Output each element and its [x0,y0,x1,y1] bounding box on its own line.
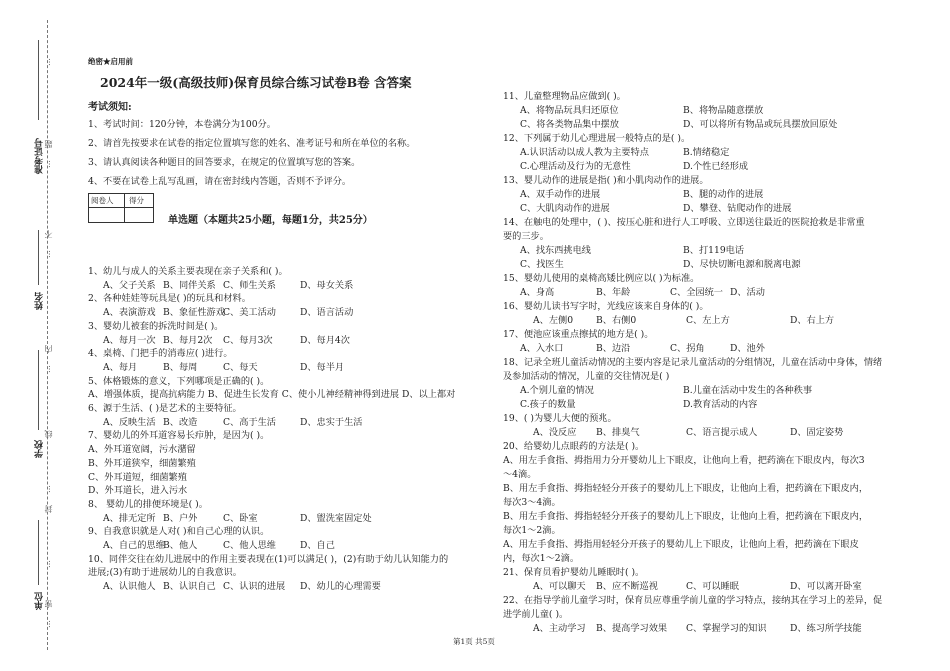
side-label-zhunkao: 准考证号 [35,138,45,174]
answer-option: B、打119电话 [683,245,745,256]
question-text: 每次1～2滴。 [503,525,561,536]
question-text: 10、同伴交往在幼儿进展中的作用主要表现在(1)可以满足( )，(2)有助于幼儿认知能力的 [88,553,449,565]
question-text: 20、给婴幼儿点眼药的方法是( )。 [503,441,645,452]
binding-mark: … [43,250,52,258]
answer-option: D、攀登、钻爬动作的进展 [683,203,792,214]
answer-option: B、同伴关系 [163,279,216,291]
binding-mark: 不 [44,230,53,238]
answer-option: D、可以离开卧室 [790,581,862,592]
answer-option: A、身高 [520,287,555,298]
question-text: 5、体格锻炼的意义，下列哪项是正确的( )。 [88,375,270,387]
answer-option: D.教育活动的内容 [683,399,758,410]
question-text: 16、婴幼儿读书写字时，光线应该来自身体的( )。 [503,301,709,312]
answer-option: B、应不断巡视 [596,581,658,592]
notice-item: 4、不要在试卷上乱写乱画，请在密封线内答题，否则不予评分。 [88,176,352,187]
binding-mark: … [43,485,52,493]
answer-option: A、父子关系 [103,279,156,291]
notice-item: 1、考试时间：120分钟，本卷满分为100分。 [88,119,276,130]
answer-option: B、户外 [163,512,198,524]
notice-heading: 考试须知: [88,102,132,113]
question-text: 15、婴幼儿使用的桌椅高矮比例应以( )为标准。 [503,273,700,284]
answer-option: D、自己 [300,540,335,551]
answer-option: D、幼儿的心理需要 [300,581,381,593]
zhunkao-blank-line [38,40,39,120]
answer-option: A、排无定所 [103,512,156,524]
answer-option: B.儿童在活动中发生的各种秩事 [683,385,813,396]
binding-mark: 线 [44,430,53,438]
answer-option: C、高于生活 [223,416,276,428]
question-text: 9、自我意识就是人对( )和自己心理的认识。 [88,526,270,538]
question-text: ～4滴。 [503,469,537,480]
answer-option: D、盥洗室固定处 [300,512,372,524]
question-text: 及参加活动的情况，儿童的交往情况是( ) [503,371,670,382]
binding-dashed-line [47,20,48,650]
score-table-score: 得分 [129,196,144,205]
question-text: 19、( )为婴儿大便的预兆。 [503,413,617,424]
answer-option: B、每周 [163,361,198,373]
answer-option: B、他人 [163,540,198,551]
question-text: 3、婴幼儿被套的拆洗时间是( )。 [88,320,224,332]
answer-option: A、每月一次 [103,334,156,346]
answer-option: B、排臭气 [596,427,640,438]
answer-option: A、认识他人 [103,581,156,593]
answer-option: C、语言提示成人 [686,427,758,438]
question-text: 7、婴幼儿的外耳道容易长疖肿，是因为( )。 [88,430,270,442]
answer-option: D、每月4次 [300,334,350,346]
answer-option: A、可以聊天 [533,581,586,592]
question-text: 14、在触电的处理中，( )、按压心脏和进行人工呼吸、立即送往最近的医院抢救是非常重 [503,217,865,228]
answer-option: B、将物品随意摆放 [683,105,764,116]
answer-option: D、尽快切断电源和脱离电源 [683,259,801,270]
answer-option: A、表演游戏 [103,307,156,319]
answer-option: C、美工活动 [223,307,276,319]
answer-option: B、腿的动作的进展 [683,189,764,200]
answer-option: B、认识自己 [163,581,216,593]
question-text: 8、 婴幼儿的排便环境是( )。 [88,498,208,510]
answer-option: A、左侧0 [533,315,574,326]
answer-option: A、自己的思维 [103,540,165,551]
answer-option: C、全园统一 [670,287,723,298]
answer-option: C、卧室 [223,512,258,524]
answer-option: D、右上方 [790,315,835,326]
answer-option: A、入水口 [520,343,564,354]
secret-label: 绝密★启用前 [88,57,133,66]
binding-mark: … [43,58,52,66]
answer-option: D、活动 [730,287,765,298]
side-label-school: 学校 [35,440,45,458]
binding-mark: … [43,560,52,568]
binding-mark: … [43,365,52,373]
question-text: A、用左手食指、拇指用力分开婴幼儿上下眼皮，让他向上看，把药滴在下眼皮内，每次3 [503,455,865,466]
answer-option: B、提高学习效果 [596,623,668,634]
answer-option: A.认识活动以成人教为主要特点 [520,147,649,158]
answer-option: B、年龄 [596,287,631,298]
answer-option: C、他人思维 [223,540,276,551]
answer-option: D、可以将所有物品或玩具摆放回原处 [683,119,838,130]
answer-option: C、拐角 [670,343,705,354]
question-text: 17、便池应该重点擦拭的地方是( )。 [503,329,654,340]
answer-option: D、母女关系 [300,279,354,291]
question-text: 2、各种娃娃等玩具是( )的玩具和材料。 [88,293,251,305]
answer-option: B、改造 [163,416,198,428]
answer-option: A、每月 [103,361,138,373]
answer-option: C.孩子的数量 [520,399,576,410]
answer-option: B.情绪稳定 [683,147,730,158]
question-text: 18、记录全班儿童活动情况的主要内容是记录儿童活动的分组情况，儿童在活动中身体，情绪 [503,357,883,368]
answer-option: C、将各类物品集中摆放 [520,119,619,130]
binding-mark: … [43,620,52,628]
answer-option: A、找东西挑电线 [520,245,591,256]
notice-item: 2、请首先按要求在试卷的指定位置填写您的姓名、准考证号和所在单位的名称。 [88,138,416,149]
question-text: D、外耳道长，进入污水 [88,485,188,497]
question-text: A、用左手食指、拇指用轻轻分开孩子的婴幼儿上下眼皮，让他向上看，把药滴在下眼皮 [503,539,859,550]
answer-option: C、找医生 [520,259,564,270]
answer-option: D、固定姿势 [790,427,844,438]
notice-item: 3、请认真阅读各种题目的回答要求，在规定的位置填写您的答案。 [88,157,361,168]
question-text: 进学前儿童( )。 [503,609,569,620]
question-text: 13、婴儿动作的进展是指( )和小肌肉动作的进展。 [503,175,709,186]
question-text: C、外耳道短，细菌繁殖 [88,471,187,483]
answer-option: B、象征性游戏 [163,307,225,319]
answer-option: C、每月3次 [223,334,273,346]
answer-option: D.个性已经形成 [683,161,749,172]
answer-option: C、师生关系 [223,279,276,291]
answer-option: C、左上方 [686,315,730,326]
answer-option: A.个别儿童的情况 [520,385,594,396]
answer-option: D、语言活动 [300,307,354,319]
question-text: 12、下列属于幼儿心理进展一般特点的是( )。 [503,133,691,144]
binding-mark: 密 [44,600,53,608]
question-text: A、增强体质，提高抗病能力 B、促进生长发育 C、使小儿神经精神得到进展 D、以上都对 [88,389,456,401]
question-text: B、外耳道狭窄，细菌繁殖 [88,457,196,469]
question-text: 内，每次1～2滴。 [503,553,580,564]
binding-mark: 封 [44,505,53,513]
question-text: 要的三步。 [503,231,549,242]
answer-option: B、边沿 [596,343,631,354]
question-text: 4、桌椅、门把手的消毒应( )进行。 [88,348,233,360]
answer-option: A、双手动作的进展 [520,189,601,200]
answer-option: A、反映生活 [103,416,156,428]
question-text: B、用左手食指、拇指轻轻分开孩子的婴幼儿上下眼皮，让他向上看，把药滴在下眼皮内， [503,483,869,494]
answer-option: A、主动学习 [533,623,586,634]
school-blank-line [38,350,39,430]
side-label-name: 姓名 [35,292,45,310]
question-text: 21、保育员看护婴幼儿睡眠时( )。 [503,567,645,578]
side-label-unit: 单位 [35,592,45,610]
answer-option: C、掌握学习的知识 [686,623,767,634]
question-text: 11、儿童整理物品应做到( )。 [503,91,626,102]
question-text: 1、幼儿与成人的关系主要表现在亲子关系和( )。 [88,266,288,277]
answer-option: B、每月2次 [163,334,213,346]
question-text: A、外耳道宽阔，污水潴留 [88,444,196,456]
binding-mark: … [43,160,52,168]
answer-option: A、将物品玩具归还原位 [520,105,619,116]
answer-option: D、池外 [730,343,765,354]
answer-option: D、每半月 [300,361,345,373]
answer-option: C、可以睡眠 [686,581,739,592]
unit-blank-line [38,520,39,585]
question-text: 22、在指导学前儿童学习时，保育员应尊重学前儿童的学习特点，接纳其在学习上的差异，促 [503,595,883,606]
score-table-reviewer: 阅卷人 [91,196,114,205]
answer-option: C、认识的进展 [223,581,286,593]
answer-option: C.心理活动及行为的无意性 [520,161,631,172]
answer-option: C、每天 [223,361,258,373]
score-table [88,193,154,223]
binding-mark: 题 [44,140,53,148]
answer-option: D、忠实于生活 [300,416,363,428]
exam-title: 2024年一级(高级技师)保育员综合练习试卷B卷 含答案 [100,75,412,90]
answer-option: A、没反应 [533,427,577,438]
binding-mark: 内 [44,345,53,353]
question-text: 每次3～4滴。 [503,497,561,508]
answer-option: B、右侧0 [596,315,637,326]
answer-option: D、练习所学技能 [790,623,862,634]
question-text: 进展;(3)有助于进展幼儿的自我意识。 [88,567,242,579]
name-blank-line [38,230,39,285]
answer-option: C、大肌肉动作的进展 [520,203,610,214]
section-title: 单选题（本题共25小题，每题1分，共25分） [168,215,373,226]
question-text: B、用左手食指、拇指轻轻分开孩子的婴幼儿上下眼皮，让他向上看，把药滴在下眼皮内， [503,511,869,522]
page-footer: 第1页 共5页 [453,637,495,646]
question-text: 6、源于生活、( )是艺术的主要特征。 [88,403,242,414]
